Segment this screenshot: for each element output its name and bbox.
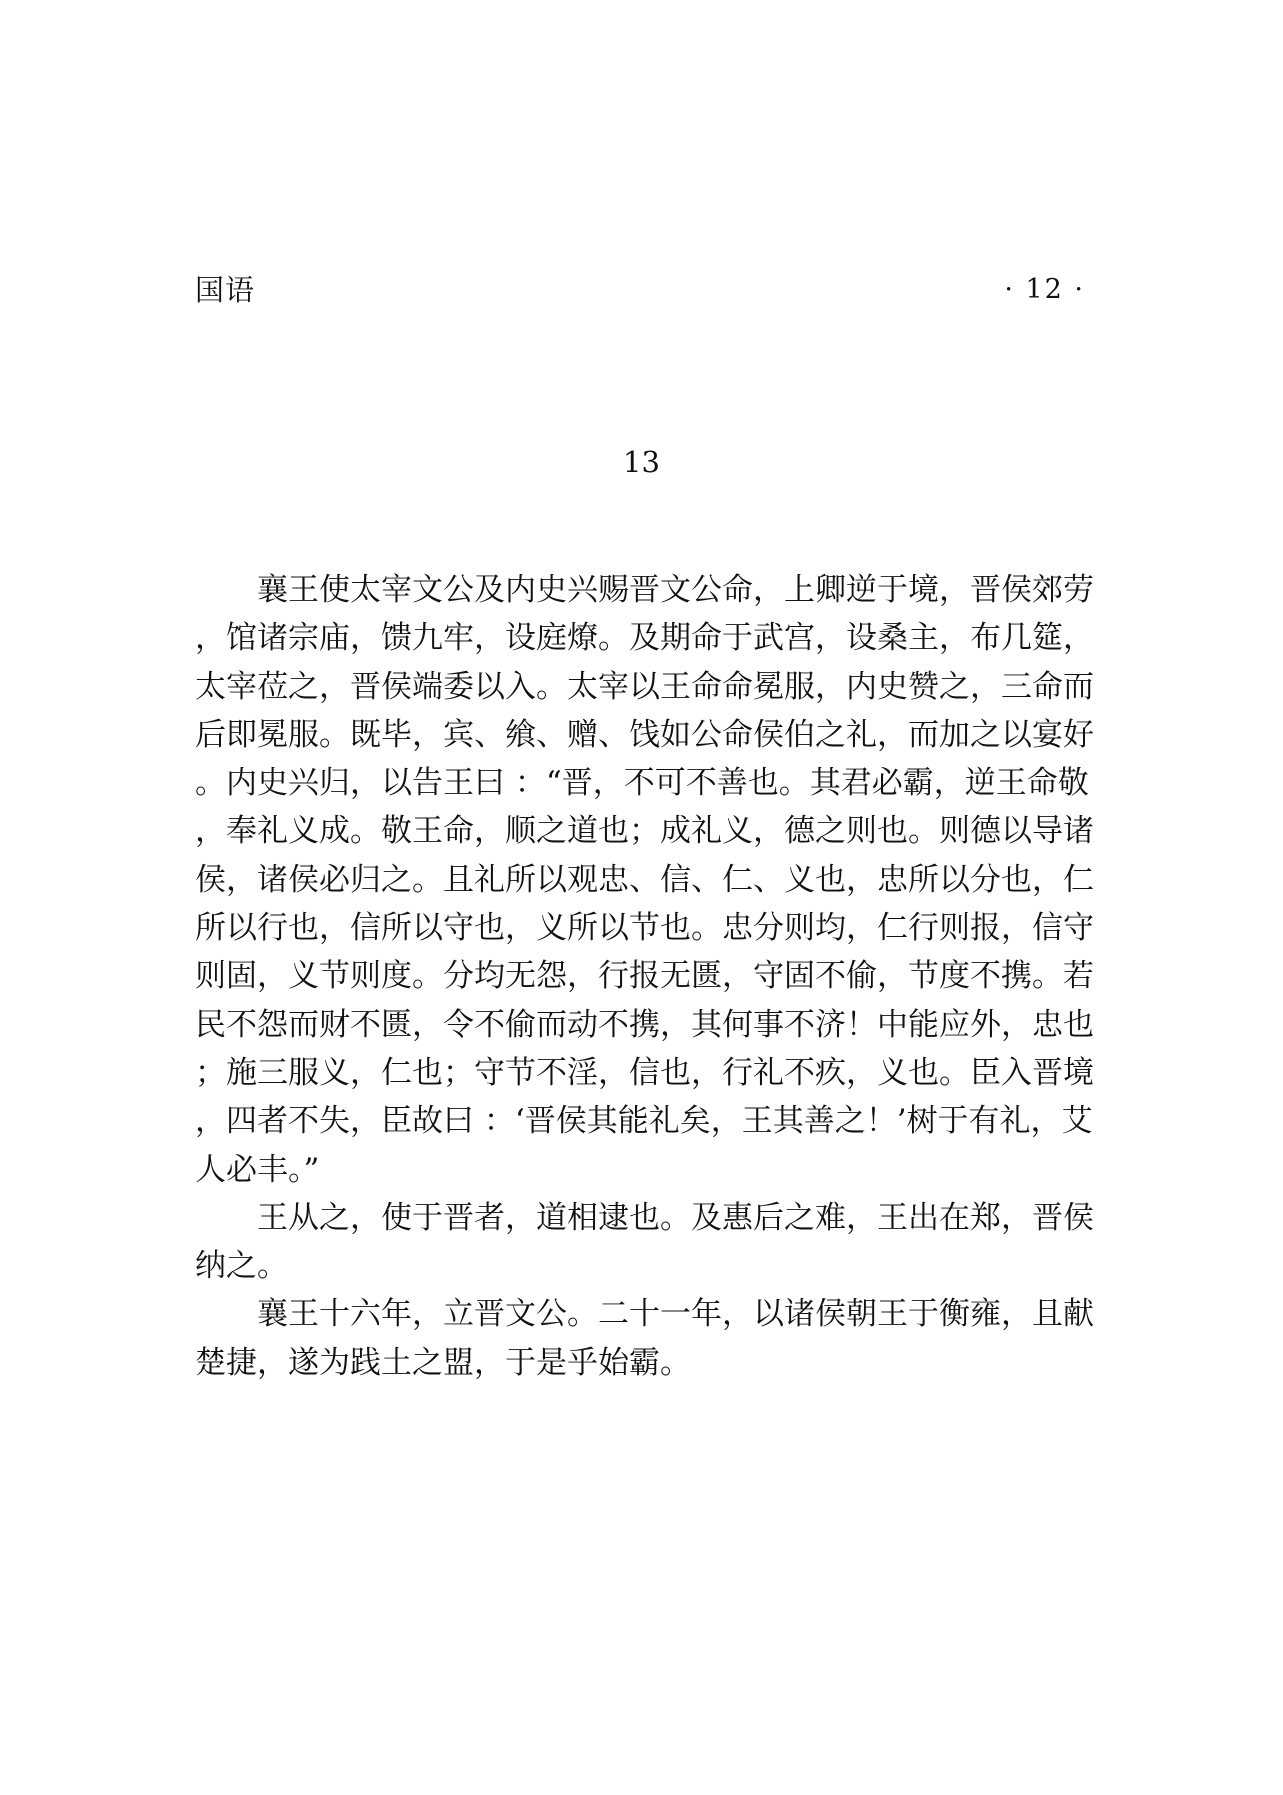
paragraph-1: 襄王使太宰文公及内史兴赐晋文公命，上卿逆于境，晋侯郊劳，馆诸宗庙，馈九牢，设庭燎。及期命于武宫，设桑主，布几筵，太宰莅之，晋侯端委以入。太宰以王命命冕服，内史赞之，三命而后即冕服。既毕，宾、飨、赠、饯如公命侯伯之礼，而加之以宴好。内史兴归，以告王曰 ：“晋，不可不善也。其君必霸，逆王命敬，奉礼义成。敬王命，顺之道也；成礼义，德之则也。则德以导诸侯，诸侯必归之。且礼所以观忠、信、仁、义也，忠所以分也，仁所以行也，信所以守也，义所以节也。忠分则均，仁行则报，信守则固，义节则度。分均无怨，行报无匮，守固不偷，节度不携。若民不怨而财不匮，令不偷而动不携，其何事不济！中能应外，忠也；施三服义，仁也；守节不淫，信也，行礼不疚，义也。臣入晋境，四者不失，臣故曰 ：‘晋侯其能礼矣，王其善之！’树于有礼，艾人必丰。” bbox=[195, 572, 1094, 1188]
page-number: · 12 · bbox=[1004, 274, 1085, 305]
body-text bbox=[195, 566, 1095, 1387]
running-header bbox=[195, 268, 1085, 312]
paragraph-3: 襄王十六年，立晋文公。二十一年，以诸侯朝王于衡雍，且献楚捷，遂为践土之盟，于是乎始霸。 bbox=[195, 1296, 1094, 1381]
book-title: 国语 bbox=[195, 273, 256, 307]
section-number: 13 bbox=[623, 445, 660, 479]
paragraph-2: 王从之，使于晋者，道相逮也。及惠后之难，王出在郑，晋侯纳之。 bbox=[195, 1199, 1094, 1285]
